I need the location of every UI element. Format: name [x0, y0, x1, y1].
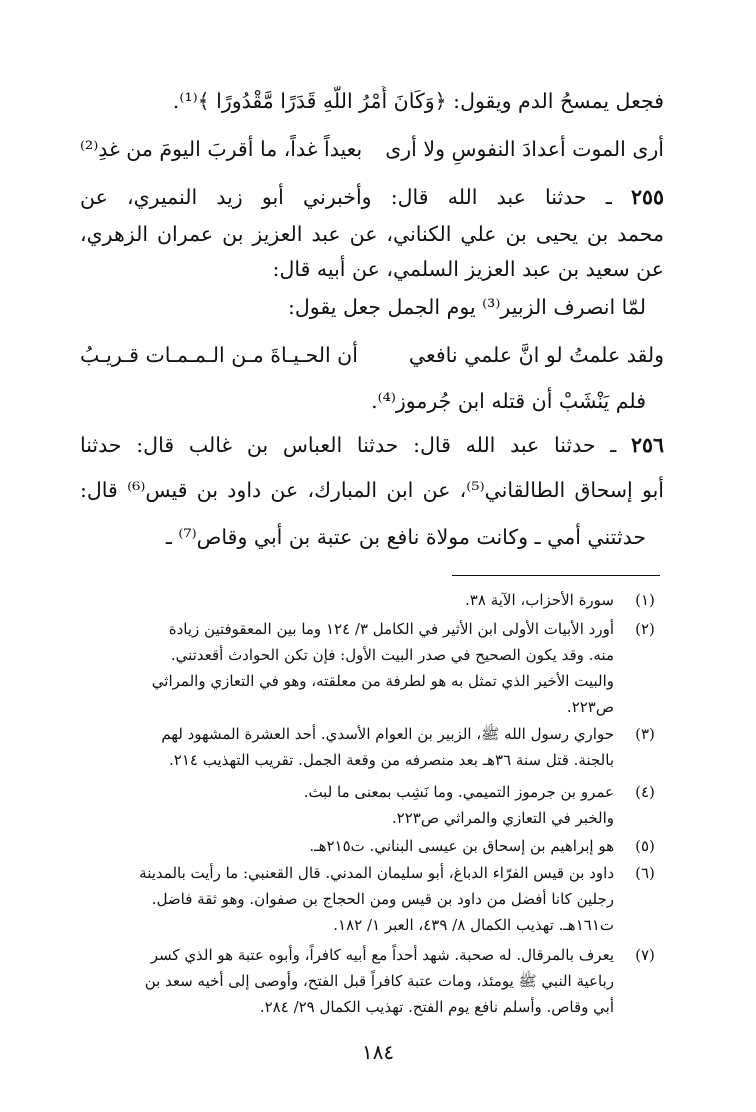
footnote-6: [94, 861, 660, 939]
footnote-line: أورد الأبيات الأولى ابن الأثير في الكامل ٣/ ١٢٤ وما بين المعقوفتين زيادة: [168, 620, 614, 638]
footnote-line: بالجنة. قتل سنة ٣٦هـ بعد منصرفه من وقعة الجمل. تقريب التهذيب ٢١٤.: [169, 751, 614, 769]
text-line: أبو إسحاق الطالقاني⁽⁵⁾، عن ابن المبارك، عن داود بن قيس⁽⁶⁾ قال:: [80, 478, 664, 502]
verse-line: [80, 134, 664, 164]
footnote-5: [94, 834, 660, 859]
hadith-line: [80, 182, 664, 212]
footnote-line: هو إبراهيم بن إسحاق بن عيسى البناني. ت٢١٥هـ.: [309, 837, 614, 855]
footnote-3: [94, 722, 660, 774]
footnote-number: (٣): [635, 725, 655, 743]
page-number: ١٨٤: [361, 1040, 395, 1064]
footnote-number: (٧): [635, 946, 655, 964]
footnote-line: داود بن قيس الفرّاء الدباغ، أبو سليمان المدني. قال القعنبي: ما رأيت بالمدينة: [139, 864, 614, 882]
footnote-number: (٦): [635, 864, 655, 882]
text-line: حدثتني أمي ـ وكانت مولاة نافع بن عتبة بن أبي وقاص⁽⁷⁾ ـ: [165, 525, 646, 549]
text-line: فجعل يمسحُ الدم ويقول: ﴿وَكَانَ أَمْرُ اللَّهِ قَدَرًا مَّقْدُورًا ﴾⁽¹⁾.: [172, 89, 664, 113]
footnote-line: عمرو بن جرموز التميمي. وما نَشِب بمعنى ما لبث.: [303, 783, 614, 801]
hadith-line: [80, 430, 664, 460]
footnote-line: ت١٦١هـ. تهذيب الكمال ٨/ ٤٣٩، العبر ١/ ١٨٢.: [333, 916, 614, 934]
verse-hemistich-second: بعيداً غداً، ما أقربَ اليومَ من غدِ⁽²⁾: [80, 137, 363, 161]
hadith-text: ـ حدثنا عبد الله قال: حدثنا العباس بن غالب قال: حدثنا: [80, 433, 617, 457]
footnote-1: [94, 588, 660, 613]
verse-hemistich-first: ولقد علمتُ لو انَّ علمي نافعي: [408, 343, 664, 367]
footnote-number: (٢): [635, 620, 655, 638]
footnote-line: رباعية النبي ﷺ يومئذ، ومات عتبة كافراً قبل الفتح، وأوصى إلى أخيه سعد بن: [144, 972, 614, 990]
footnote-line: أبي وقاص. وأسلم نافع يوم الفتح. تهذيب الكمال ٢٩/ ٢٨٤.: [259, 998, 614, 1016]
footnote-number: (٤): [635, 783, 655, 801]
hadith-text: ـ حدثنا عبد الله قال: وأخبرني أبو زيد النميري، عن: [80, 185, 612, 209]
text-line: محمد بن يحيى بن علي الكناني، عن عبد العزيز بن عمران الزهري،: [80, 222, 664, 246]
footnote-line: سورة الأحزاب، الآية ٣٨.: [465, 591, 614, 609]
footnote-line: منه. وقد يكون الصحيح في صدر البيت الأول: فإن تكن الحوادث أقعدتني.: [170, 646, 614, 664]
text-line: عن سعيد بن عبد العزيز السلمي، عن أبيه قال:: [272, 257, 664, 281]
footnote-line: والبيت الأخير الذي تمثل به هو لطرفة من معلقته، وهو في التعازي والمراثي: [151, 672, 614, 690]
footnote-number: (٥): [635, 837, 655, 855]
verse-line: [80, 340, 664, 370]
footnote-7: [94, 943, 660, 1021]
footnote-line: يعرف بالمرقال. له صحبة. شهد أحداً مع أبيه كافراً، وأبوه عتبة هو الذي كسر: [150, 946, 614, 964]
footnote-4: [94, 780, 660, 832]
hadith-number: ٢٥٥: [630, 185, 664, 209]
footnote-line: ص٢٢٣.: [566, 698, 614, 716]
footnote-number: (١): [635, 591, 655, 609]
footnote-line: حواري رسول الله ﷺ، الزبير بن العوام الأسدي. أحد العشرة المشهود لهم: [161, 725, 614, 743]
verse-hemistich-first: أرى الموت أعدادَ النفوسِ ولا أرى: [385, 137, 664, 161]
text-line: لمّا انصرف الزبير⁽³⁾ يوم الجمل جعل يقول:: [287, 295, 646, 319]
footnote-2: [94, 617, 660, 717]
footnote-line: والخبر في التعازي والمراثي ص٢٢٣.: [391, 809, 614, 827]
text-line: فلم يَنْشَبْ أن قتله ابن جُرموز⁽⁴⁾.: [371, 389, 646, 413]
footnote-separator: [452, 575, 660, 576]
verse-hemistich-second: أن الحـيـاةَ مـن الـمـمـات قـريـبُ: [80, 343, 358, 367]
footnote-line: رجلين كانا أفضل من داود بن قيس ومن الحجاج بن صفوان. وهو ثقة فاضل.: [151, 890, 614, 908]
hadith-number: ٢٥٦: [630, 433, 664, 457]
